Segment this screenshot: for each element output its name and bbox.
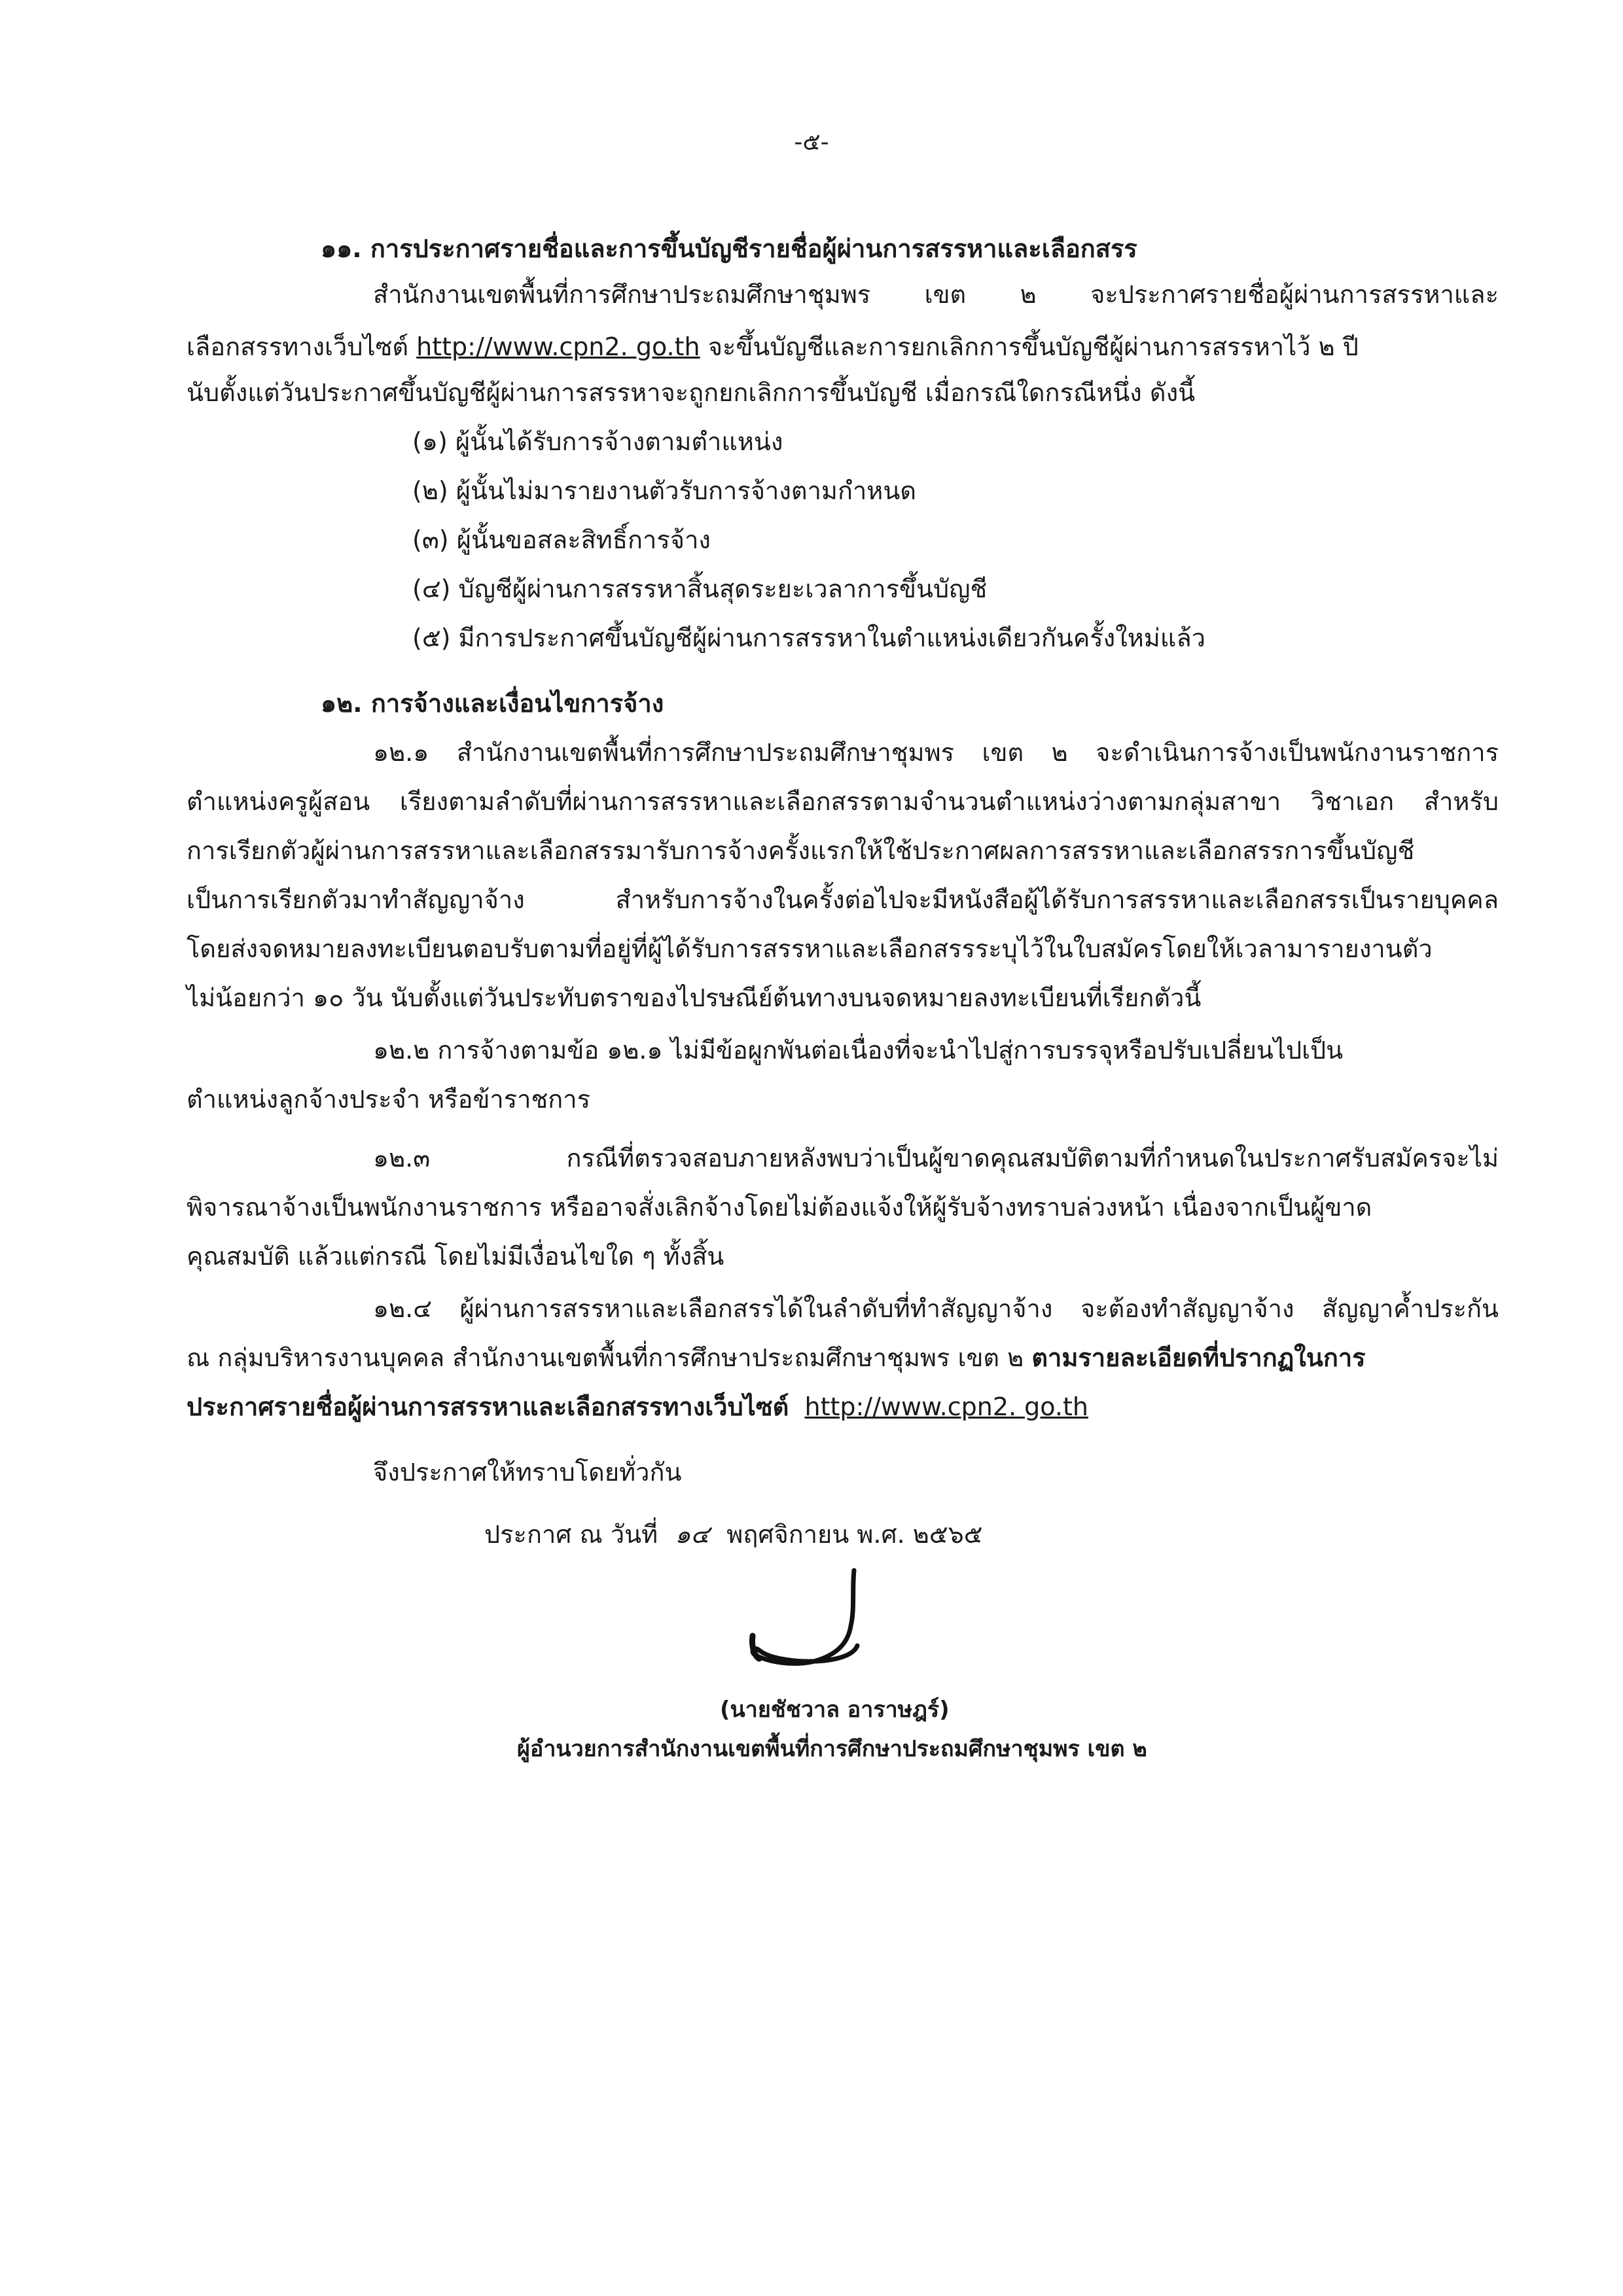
paragraph-line: ๑๒.๓ กรณีที่ตรวจสอบภายหลังพบว่าเป็นผู้ขาดคุณสมบัติตามที่กำหนดในประกาศรับสมัครจะไม่ bbox=[373, 1144, 1499, 1173]
bold-text-span: ตามรายละเอียดที่ปรากฏในการ bbox=[1031, 1343, 1366, 1372]
signer-title: ผู้อำนวยการสำนักงานเขตพื้นที่การศึกษาประถมศึกษาชุมพร เขต ๒ bbox=[517, 1736, 1147, 1762]
section-12-heading: ๑๒. การจ้างและเงื่อนไขการจ้าง bbox=[321, 689, 664, 718]
date-day-handwritten: ๑๔ bbox=[675, 1520, 710, 1549]
paragraph-line: การเรียกตัวผู้ผ่านการสรรหาและเลือกสรรมารับการจ้างครั้งแรกให้ใช้ประกาศผลการสรรหาและเลือกสรรการขึ้นบัญชี bbox=[187, 836, 1415, 865]
bold-text-span: ประกาศรายชื่อผู้ผ่านการสรรหาและเลือกสรรทางเว็บไซต์ bbox=[187, 1392, 789, 1421]
text-span: ณ กลุ่มบริหารงานบุคคล สำนักงานเขตพื้นที่การศึกษาประถมศึกษาชุมพร เขต ๒ bbox=[187, 1343, 1032, 1372]
date-month-year: พฤศจิกายน พ.ศ. ๒๕๖๕ bbox=[726, 1520, 983, 1549]
closing-statement: จึงประกาศให้ทราบโดยทั่วกัน bbox=[373, 1458, 682, 1487]
list-item: (๔) บัญชีผู้ผ่านการสรรหาสิ้นสุดระยะเวลาการขึ้นบัญชี bbox=[412, 574, 988, 603]
paragraph-line: ตำแหน่งครูผู้สอน เรียงตามลำดับที่ผ่านการสรรหาและเลือกสรรตามจำนวนตำแหน่งว่างตามกลุ่มสาขา วิชาเอก สำหรับ bbox=[187, 787, 1499, 816]
paragraph-line: โดยส่งจดหมายลงทะเบียนตอบรับตามที่อยู่ที่ผู้ได้รับการสรรหาและเลือกสรรระบุไว้ในใบสมัครโดยให้เวลามารายงานตัว bbox=[187, 934, 1433, 963]
paragraph-line: เป็นการเรียกตัวมาทำสัญญาจ้าง สำหรับการจ้างในครั้งต่อไปจะมีหนังสือผู้ได้รับการสรรหาและเลือกสรรเป็นรายบุคคล bbox=[187, 885, 1499, 914]
paragraph-line bbox=[187, 1341, 1366, 1374]
paragraph-line: ตำแหน่งลูกจ้างประจำ หรือข้าราชการ bbox=[187, 1085, 591, 1114]
list-item: (๒) ผู้นั้นไม่มารายงานตัวรับการจ้างตามกำหนด bbox=[412, 476, 917, 505]
date-prefix: ประกาศ ณ วันที่ bbox=[484, 1520, 658, 1549]
section-11-paragraph-line: นับตั้งแต่วันประกาศขึ้นบัญชีผู้ผ่านการสรรหาจะถูกยกเลิกการขึ้นบัญชี เมื่อกรณีใดกรณีหนึ่ง ดังนี้ bbox=[187, 378, 1196, 407]
section-11-paragraph-line: สำนักงานเขตพื้นที่การศึกษาประถมศึกษาชุมพร เขต ๒ จะประกาศรายชื่อผู้ผ่านการสรรหาและ bbox=[373, 280, 1499, 309]
list-item: (๑) ผู้นั้นได้รับการจ้างตามตำแหน่ง bbox=[412, 427, 783, 456]
section-11-heading: ๑๑. การประกาศรายชื่อและการขึ้นบัญชีรายชื่อผู้ผ่านการสรรหาและเลือกสรร bbox=[321, 234, 1137, 263]
paragraph-line: ๑๒.๔ ผู้ผ่านการสรรหาและเลือกสรรได้ในลำดับที่ทำสัญญาจ้าง จะต้องทำสัญญาจ้าง สัญญาค้ำประกัน bbox=[373, 1294, 1499, 1323]
page-number: -๕- bbox=[794, 129, 829, 156]
list-item: (๓) ผู้นั้นขอสละสิทธิ์การจ้าง bbox=[412, 525, 711, 554]
paragraph-line: ๑๒.๑ สำนักงานเขตพื้นที่การศึกษาประถมศึกษาชุมพร เขต ๒ จะดำเนินการจ้างเป็นพนักงานราชการ bbox=[373, 738, 1499, 767]
paragraph-line: ไม่น้อยกว่า ๑๐ วัน นับตั้งแต่วันประทับตราของไปรษณีย์ต้นทางบนจดหมายลงทะเบียนที่เรียกตัวนี้ bbox=[187, 983, 1202, 1012]
text-span: จะขึ้นบัญชีและการยกเลิกการขึ้นบัญชีผู้ผ่านการสรรหาไว้ ๒ ปี bbox=[700, 332, 1359, 361]
paragraph-line: คุณสมบัติ แล้วแต่กรณี โดยไม่มีเงื่อนไขใด ๆ ทั้งสิ้น bbox=[187, 1242, 724, 1271]
paragraph-line: ๑๒.๒ การจ้างตามข้อ ๑๒.๑ ไม่มีข้อผูกพันต่อเนื่องที่จะนำไปสู่การบรรจุหรือปรับเปลี่ยนไปเป็น bbox=[373, 1036, 1344, 1065]
paragraph-line: พิจารณาจ้างเป็นพนักงานราชการ หรืออาจสั่งเลิกจ้างโดยไม่ต้องแจ้งให้ผู้รับจ้างทราบล่วงหน้า เนื่องจากเป็นผู้ขาด bbox=[187, 1193, 1372, 1222]
website-link[interactable]: http://www.cpn2. go.th bbox=[416, 332, 700, 361]
section-11-paragraph-line bbox=[187, 330, 1359, 363]
text-span: เลือกสรรทางเว็บไซต์ bbox=[187, 332, 417, 361]
list-item: (๕) มีการประกาศขึ้นบัญชีผู้ผ่านการสรรหาในตำแหน่งเดียวกันครั้งใหม่แล้ว bbox=[412, 624, 1205, 652]
signer-name: (นายชัชวาล อาราษฎร์) bbox=[720, 1697, 950, 1723]
handwritten-signature bbox=[740, 1564, 890, 1695]
website-link[interactable]: http://www.cpn2. go.th bbox=[804, 1392, 1088, 1421]
announce-date bbox=[484, 1518, 982, 1551]
paragraph-line bbox=[187, 1390, 1088, 1423]
